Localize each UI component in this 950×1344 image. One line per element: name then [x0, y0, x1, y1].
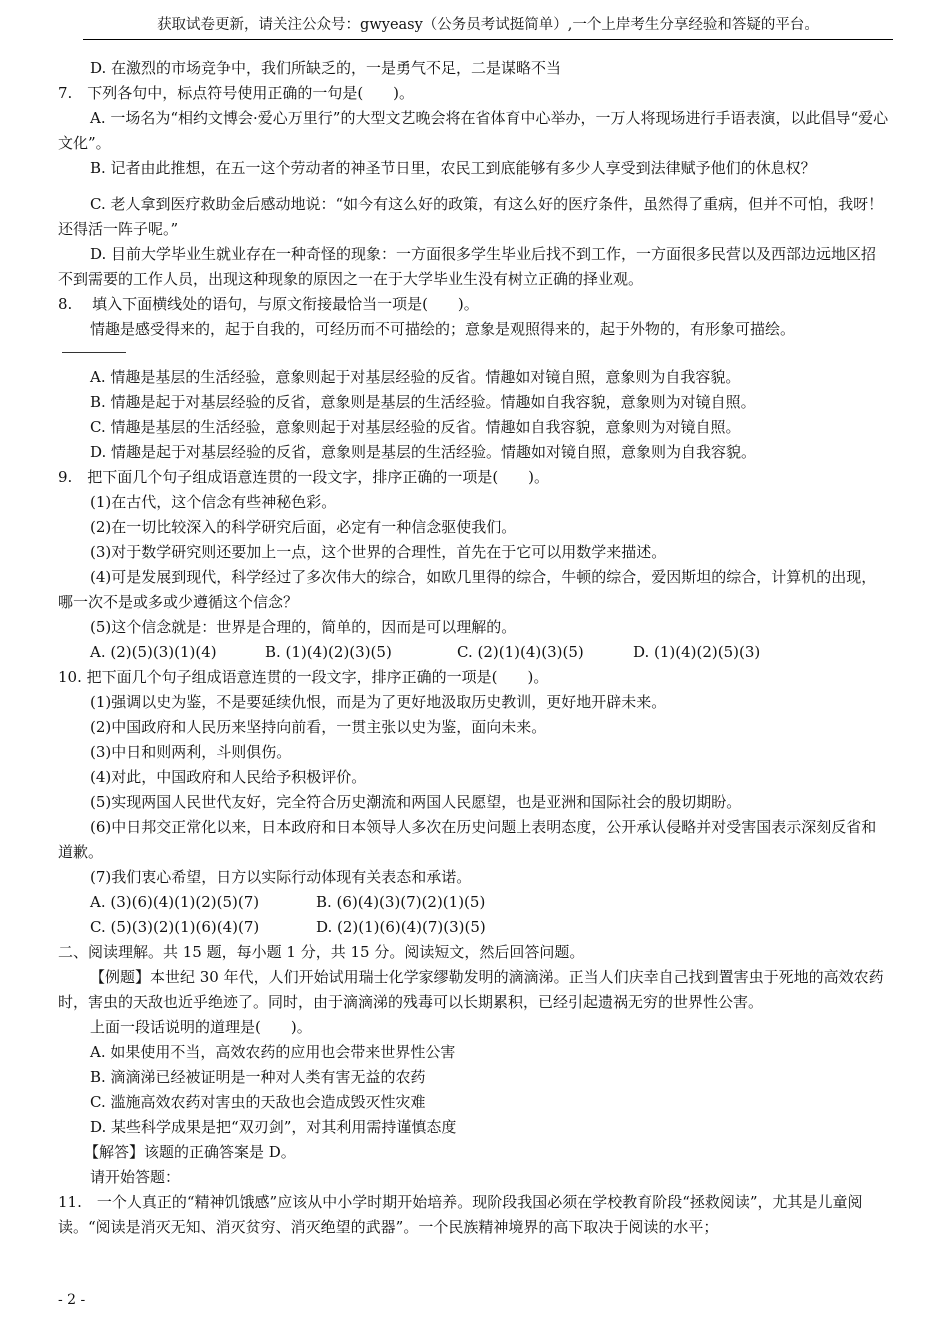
q8-option-c: C. 情趣是基层的生活经验，意象则起于对基层经验的反省。情趣如自我容貌，意象则为对镜自照。 [90, 418, 741, 436]
q11-text: 11. 一个人真正的“精神饥饿感”应该从中小学时期开始培养。现阶段我国必须在学校教育阶段“拯救阅读”，尤其是儿童阅读。“阅读是消灭无知、消灭贫穷、消灭绝望的武器”。一个民族精神境界的高下取决于阅读的水平； [58, 1193, 863, 1236]
q10-sentence-5: (5)实现两国人民世代友好，完全符合历史潮流和两国人民愿望，也是亚洲和国际社会的殷切期盼。 [90, 793, 742, 811]
q9-option-c: C. (2)(1)(4)(3)(5) [457, 643, 584, 661]
example-passage: 【例题】本世纪 30 年代，人们开始试用瑞士化学家缪勒发明的滴滴涕。正当人们庆幸自己找到置害虫于死地的高效农药时，害虫的天敌也近乎绝迹了。同时，由于滴滴涕的残毒可以长期累积，已经引起遗祸无穷的世界性公害。 [58, 968, 884, 1011]
example-option-a: A. 如果使用不当，高效农药的应用也会带来世界性公害 [90, 1043, 456, 1061]
q9-option-d: D. (1)(4)(2)(5)(3) [633, 643, 761, 661]
exam-content [58, 56, 890, 1240]
q7-option-d: D. 目前大学毕业生就业存在一种奇怪的现象：一方面很多学生毕业后找不到工作，一方面很多民营以及西部边远地区招不到需要的工作人员，出现这种现象的原因之一在于大学毕业生没有树立正确的择业观。 [58, 245, 877, 288]
q9-stem: 9. 把下面几个句子组成语意连贯的一段文字，排序正确的一项是( )。 [58, 468, 550, 486]
q10-sentence-7: (7)我们衷心希望，日方以实际行动体现有关表态和承诺。 [90, 868, 472, 886]
q7-option-c: C. 老人拿到医疗救助金后感动地说：“如今有这么好的政策，有这么好的医疗条件，虽然得了重病，但并不可怕，我呀！还得活一阵子呢。” [58, 195, 884, 238]
q9-option-b: B. (1)(4)(2)(3)(5) [265, 643, 392, 661]
q10-stem: 10. 把下面几个句子组成语意连贯的一段文字，排序正确的一项是( )。 [58, 668, 549, 686]
q7-option-b: B. 记者由此推想，在五一这个劳动者的神圣节日里，农民工到底能够有多少人享受到法律赋予他们的休息权？ [90, 159, 816, 177]
q8-option-d: D. 情趣是起于对基层经验的反省，意象则是基层的生活经验。情趣如对镜自照，意象则为自我容貌。 [90, 443, 757, 461]
q9-sentence-5: (5)这个信念就是：世界是合理的，简单的，因而是可以理解的。 [90, 618, 517, 636]
q8-stem: 8. 填入下面横线处的语句，与原文衔接最恰当一项是( )。 [58, 295, 479, 313]
q9-option-a: A. (2)(5)(3)(1)(4) [90, 643, 217, 661]
example-option-b: B. 滴滴涕已经被证明是一种对人类有害无益的农药 [90, 1068, 426, 1086]
q9-options [58, 640, 890, 665]
q10-option-d: D. (2)(1)(6)(4)(7)(3)(5) [316, 918, 486, 936]
page-header: 获取试卷更新，请关注公众号：gwyeasy（公务员考试挺简单）,一个上岸考生分享经验和答疑的平台。 [157, 17, 819, 33]
start-prompt: 请开始答题： [90, 1168, 181, 1186]
q8-option-a: A. 情趣是基层的生活经验，意象则起于对基层经验的反省。情趣如对镜自照，意象则为自我容貌。 [90, 368, 741, 386]
q10-options-row-1 [58, 890, 890, 915]
example-option-c: C. 滥施高效农药对害虫的天敌也会造成毁灭性灾难 [90, 1093, 426, 1111]
q9-sentence-2: (2)在一切比较深入的科学研究后面，必定有一种信念驱使我们。 [90, 518, 517, 536]
q10-sentence-4: (4)对此，中国政府和人民给予积极评价。 [90, 768, 367, 786]
page-number: - 2 - [58, 1292, 86, 1308]
fill-in-blank-line [62, 352, 126, 353]
q8-option-b: B. 情趣是起于对基层经验的反省，意象则是基层的生活经验。情趣如自我容貌，意象则为对镜自照。 [90, 393, 756, 411]
example-question: 上面一段话说明的道理是( )。 [90, 1018, 312, 1036]
q9-sentence-3: (3)对于数学研究则还要加上一点，这个世界的合理性，首先在于它可以用数学来描述。 [90, 543, 667, 561]
q6-option-d: D. 在激烈的市场竞争中，我们所缺乏的，一是勇气不足，二是谋略不当 [90, 59, 562, 77]
q10-sentence-2: (2)中国政府和人民历来坚持向前看，一贯主张以史为鉴，面向未来。 [90, 718, 547, 736]
q10-options-row-2 [58, 915, 890, 940]
q8-passage: 情趣是感受得来的，起于自我的，可经历而不可描绘的；意象是观照得来的，起于外物的，有形象可描绘。 [90, 320, 796, 338]
header-divider [83, 39, 893, 40]
q10-sentence-3: (3)中日和则两利，斗则俱伤。 [90, 743, 292, 761]
q9-sentence-4: (4)可是发展到现代，科学经过了多次伟大的综合，如欧几里得的综合，牛顿的综合，爱因斯坦的综合，计算机的出现，哪一次不是或多或少遵循这个信念？ [58, 568, 877, 611]
q7-option-a: A. 一场名为“相约文博会·爱心万里行”的大型文艺晚会将在省体育中心举办，一万人将现场进行手语表演，以此倡导“爱心文化”。 [58, 109, 889, 152]
q10-sentence-6: (6)中日邦交正常化以来，日本政府和日本领导人多次在历史问题上表明态度，公开承认侵略并对受害国表示深刻反省和道歉。 [58, 818, 877, 861]
q10-option-c: C. (5)(3)(2)(1)(6)(4)(7) [90, 918, 260, 936]
q10-sentence-1: (1)强调以史为鉴，不是要延续仇恨，而是为了更好地汲取历史教训，更好地开辟未来。 [90, 693, 667, 711]
q7-stem: 7. 下列各句中，标点符号使用正确的一句是( )。 [58, 84, 415, 102]
q9-sentence-1: (1)在古代，这个信念有些神秘色彩。 [90, 493, 337, 511]
section-2-heading: 二、阅读理解。共 15 题，每小题 1 分，共 15 分。阅读短文，然后回答问题。 [58, 943, 585, 961]
example-answer: 【解答】该题的正确答案是 D。 [84, 1143, 296, 1161]
q10-option-a: A. (3)(6)(4)(1)(2)(5)(7) [90, 893, 260, 911]
q10-option-b: B. (6)(4)(3)(7)(2)(1)(5) [316, 893, 486, 911]
example-option-d: D. 某些科学成果是把“双刃剑”，对其利用需持谨慎态度 [90, 1118, 457, 1136]
